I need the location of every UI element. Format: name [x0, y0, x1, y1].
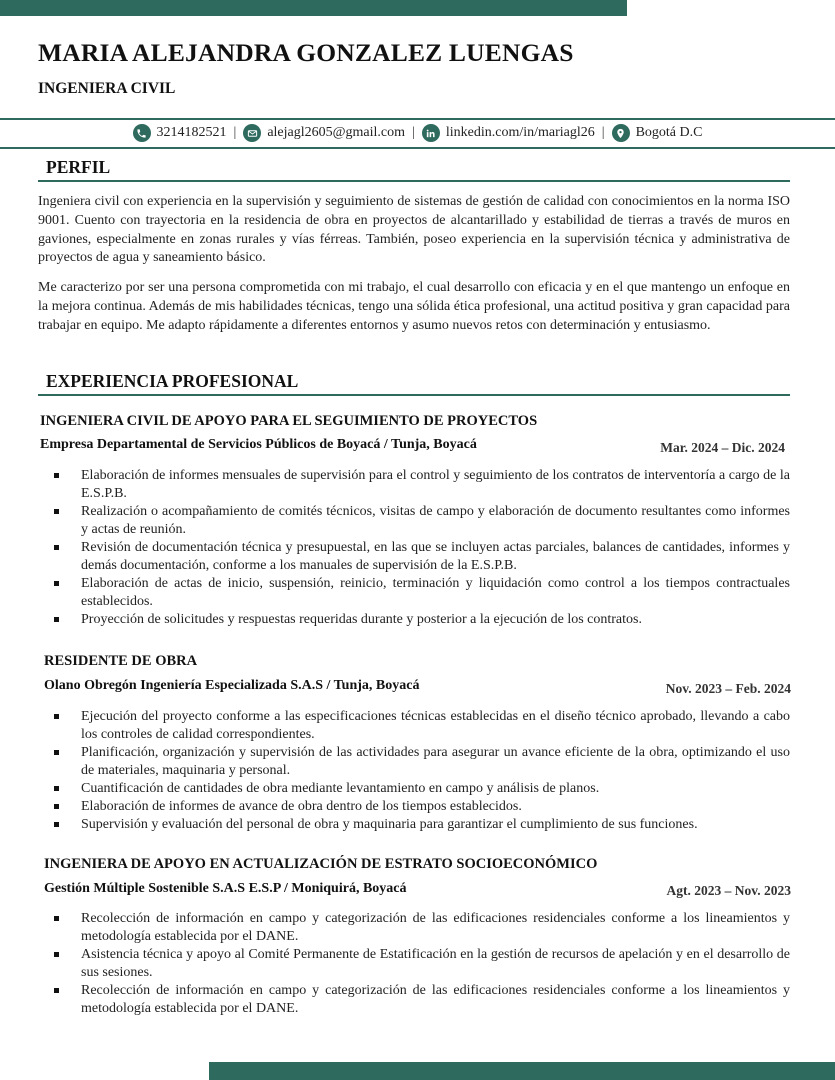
section-heading-perfil: PERFIL	[46, 157, 111, 177]
job-bullet-list	[52, 467, 790, 629]
job-bullet: Ejecución del proyecto conforme a las especificaciones técnicas establecidas en el diseño técnico aprobado, llevando a cabo los controles de calidad correspondientes.	[52, 708, 790, 744]
job-bullet: Cuantificación de cantidades de obra mediante levantamiento en campo y análisis de planos.	[52, 780, 790, 798]
job-bullet: Elaboración de actas de inicio, suspensión, reinicio, terminación y liquidación como control a los tiempos contractuales establecidos.	[52, 575, 790, 611]
linkedin-icon	[422, 124, 440, 142]
job-dates: Nov. 2023 – Feb. 2024	[665, 681, 791, 696]
profile-paragraph: Ingeniera civil con experiencia en la supervisión y seguimiento de sistemas de gestión de calidad con conocimientos en la norma ISO 9001. Cuento con trayectoria en la residencia de obra en proyectos de alcantarillado y estabilidad de tierras a través de muros en gaviones, especialmente en zonas rurales y vías férreas. También, poseo experiencia en la supervisión técnica y administrativa de proyectos de agua y saneamiento básico.	[38, 194, 790, 266]
job-bullet: Planificación, organización y supervisión de las actividades para asegurar un avance eficiente de la obra, optimizando el uso de materiales, maquinaria y personal.	[52, 744, 790, 780]
job-title: INGENIERA CIVIL DE APOYO PARA EL SEGUIMIENTO DE PROYECTOS	[40, 413, 538, 429]
job-company: Empresa Departamental de Servicios Públicos de Boyacá / Tunja, Boyacá	[40, 437, 477, 452]
section-rule-experiencia	[38, 394, 790, 396]
job-bullet: Supervisión y evaluación del personal de obra y maquinaria para garantizar el cumplimiento de sus funciones.	[52, 816, 790, 834]
phone-icon	[133, 124, 151, 142]
top-accent-bar	[0, 0, 627, 16]
job-bullet: Elaboración de informes de avance de obra dentro de los tiempos establecidos.	[52, 798, 790, 816]
contact-divider-bottom	[0, 147, 835, 149]
job-bullet: Elaboración de informes mensuales de supervisión para el control y seguimiento de los contratos de interventoría a cargo de la E.S.P.B.	[52, 467, 790, 503]
job-bullet: Revisión de documentación técnica y presupuestal, en las que se incluyen actas parciales, balances de cantidades, informes y demás documentación, conforme a los manuales de supervisión de la E.S.P.B.	[52, 539, 790, 575]
contact-location	[612, 124, 703, 142]
job-bullet: Realización o acompañamiento de comités técnicos, visitas de campo y elaboración de documento resultantes como informes y actas de reunión.	[52, 503, 790, 539]
contact-separator: |	[601, 125, 605, 140]
contact-email[interactable]	[243, 124, 405, 142]
job-bullet: Asistencia técnica y apoyo al Comité Permanente de Estatificación en la gestión de recursos de apelación y en el desarrollo de sus sesiones.	[52, 946, 790, 982]
contact-phone[interactable]	[133, 124, 227, 142]
phone-text: 3214182521	[156, 125, 227, 140]
job-dates: Agt. 2023 – Nov. 2023	[666, 883, 791, 898]
job-company: Gestión Múltiple Sostenible S.A.S E.S.P / Moniquirá, Boyacá	[44, 881, 407, 896]
contact-divider-top	[0, 118, 835, 120]
email-icon	[243, 124, 261, 142]
job-bullet: Recolección de información en campo y categorización de las edificaciones residenciales conforme a los lineamientos y metodología establecida por el DANE.	[52, 910, 790, 946]
contact-separator: |	[233, 125, 237, 140]
contact-bar	[0, 124, 835, 142]
job-company: Olano Obregón Ingeniería Especializada S.A.S / Tunja, Boyacá	[44, 678, 420, 693]
profile-paragraph: Me caracterizo por ser una persona comprometida con mi trabajo, el cual desarrollo con eficacia y en el que mantengo un enfoque en la mejora continua. Además de mis habilidades técnicas, tengo una sólida ética profesional, una actitud positiva y gran capacidad para trabajar en equipo. Me adapto rápidamente a diferentes entornos y asumo nuevos retos con determinación y entusiasmo.	[38, 280, 790, 333]
contact-separator: |	[412, 125, 415, 140]
job-bullet: Proyección de solicitudes y respuestas requeridas durante y posterior a la ejecución de los contratos.	[52, 611, 790, 629]
section-rule-perfil	[38, 180, 790, 182]
candidate-name: MARIA ALEJANDRA GONZALEZ LUENGAS	[38, 38, 574, 67]
linkedin-text: linkedin.com/in/mariagl26	[445, 125, 595, 140]
job-bullet: Recolección de información en campo y categorización de las edificaciones residenciales conforme a los lineamientos y metodología establecida por el DANE.	[52, 982, 790, 1018]
contact-linkedin[interactable]	[422, 124, 595, 142]
email-text: alejagl2605@gmail.com	[267, 125, 406, 140]
job-title: INGENIERA DE APOYO EN ACTUALIZACIÓN DE ESTRATO SOCIOECONÓMICO	[44, 856, 598, 872]
bottom-accent-bar	[209, 1062, 835, 1080]
section-heading-experiencia: EXPERIENCIA PROFESIONAL	[46, 371, 299, 391]
candidate-title: INGENIERA CIVIL	[38, 80, 176, 97]
job-title: RESIDENTE DE OBRA	[44, 653, 198, 669]
job-dates: Mar. 2024 – Dic. 2024	[660, 440, 785, 455]
location-text: Bogotá D.C	[635, 125, 703, 140]
job-bullet-list	[52, 910, 790, 1018]
job-bullet-list	[52, 708, 790, 834]
location-pin-icon	[612, 124, 630, 142]
